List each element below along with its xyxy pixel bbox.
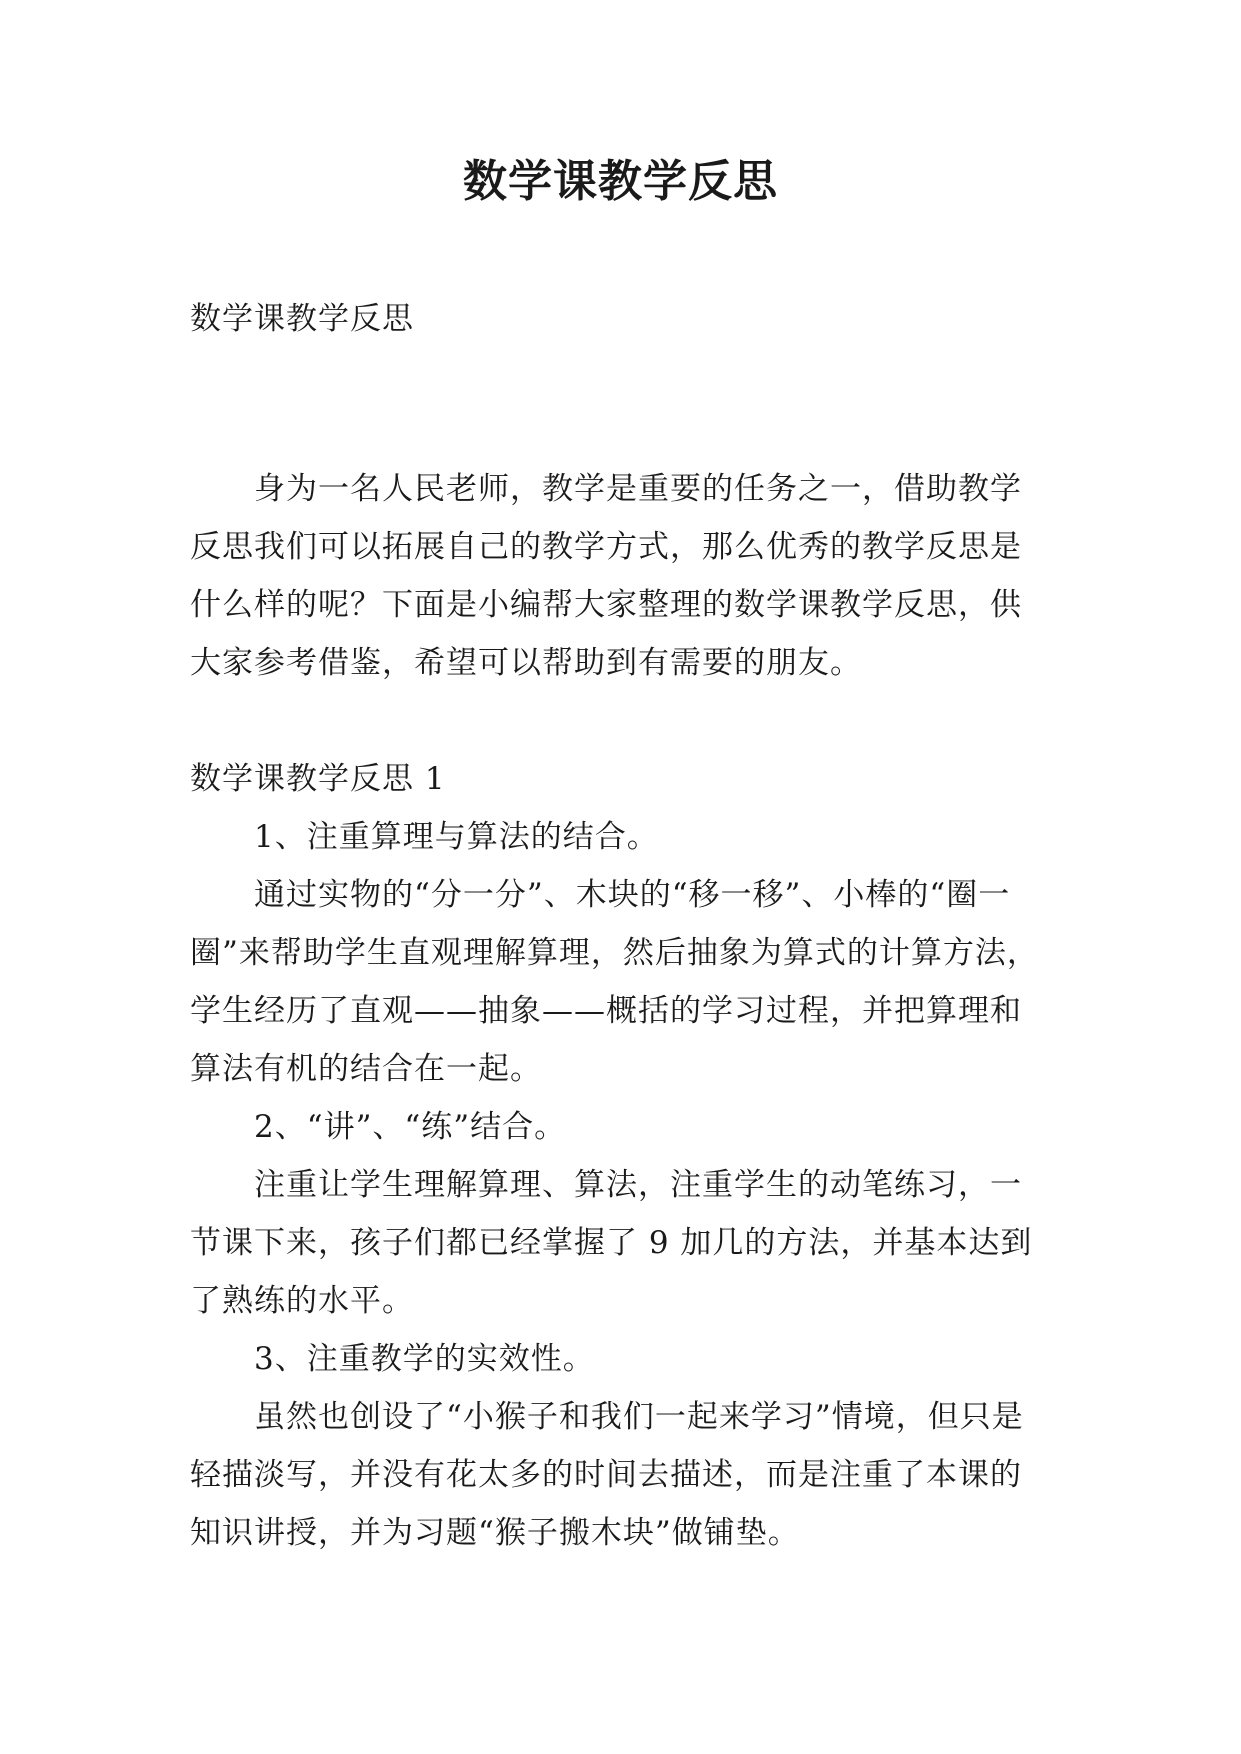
section-paragraph-2: 注重让学生理解算理、算法，注重学生的动笔练习，一节课下来，孩子们都已经掌握了 9 加几的方法，并基本达到了熟练的水平。 — [190, 1167, 1033, 1319]
document-title: 数学课教学反思 — [463, 156, 778, 207]
section-paragraph-3: 虽然也创设了“小猴子和我们一起来学习”情境，但只是轻描淡写，并没有花太多的时间去描述，而是注重了本课的知识讲授，并为习题“猴子搬木块”做铺垫。 — [190, 1399, 1024, 1551]
document-subtitle: 数学课教学反思 — [190, 301, 414, 337]
section-1 — [190, 750, 1050, 1562]
intro-text: 身为一名人民老师，教学是重要的任务之一，借助教学反思我们可以拓展自己的教学方式，那么优秀的教学反思是什么样的呢？下面是小编帮大家整理的数学课教学反思，供大家参考借鉴，希望可以帮助到有需要的朋友。 — [190, 471, 1022, 681]
section-point-3: 3、注重教学的实效性。 — [254, 1341, 595, 1377]
section-point-1: 1、注重算理与算法的结合。 — [254, 819, 659, 855]
section-heading: 数学课教学反思 1 — [190, 761, 446, 797]
section-paragraph-1: 通过实物的“分一分”、木块的“移一移”、小棒的“圈一圈”来帮助学生直观理解算理，然后抽象为算式的计算方法，学生经历了直观——抽象——概括的学习过程，并把算理和算法有机的结合在一起。 — [190, 877, 1039, 1087]
section-point-2: 2、“讲”、“练”结合。 — [254, 1109, 567, 1145]
intro-paragraph — [190, 460, 1050, 692]
